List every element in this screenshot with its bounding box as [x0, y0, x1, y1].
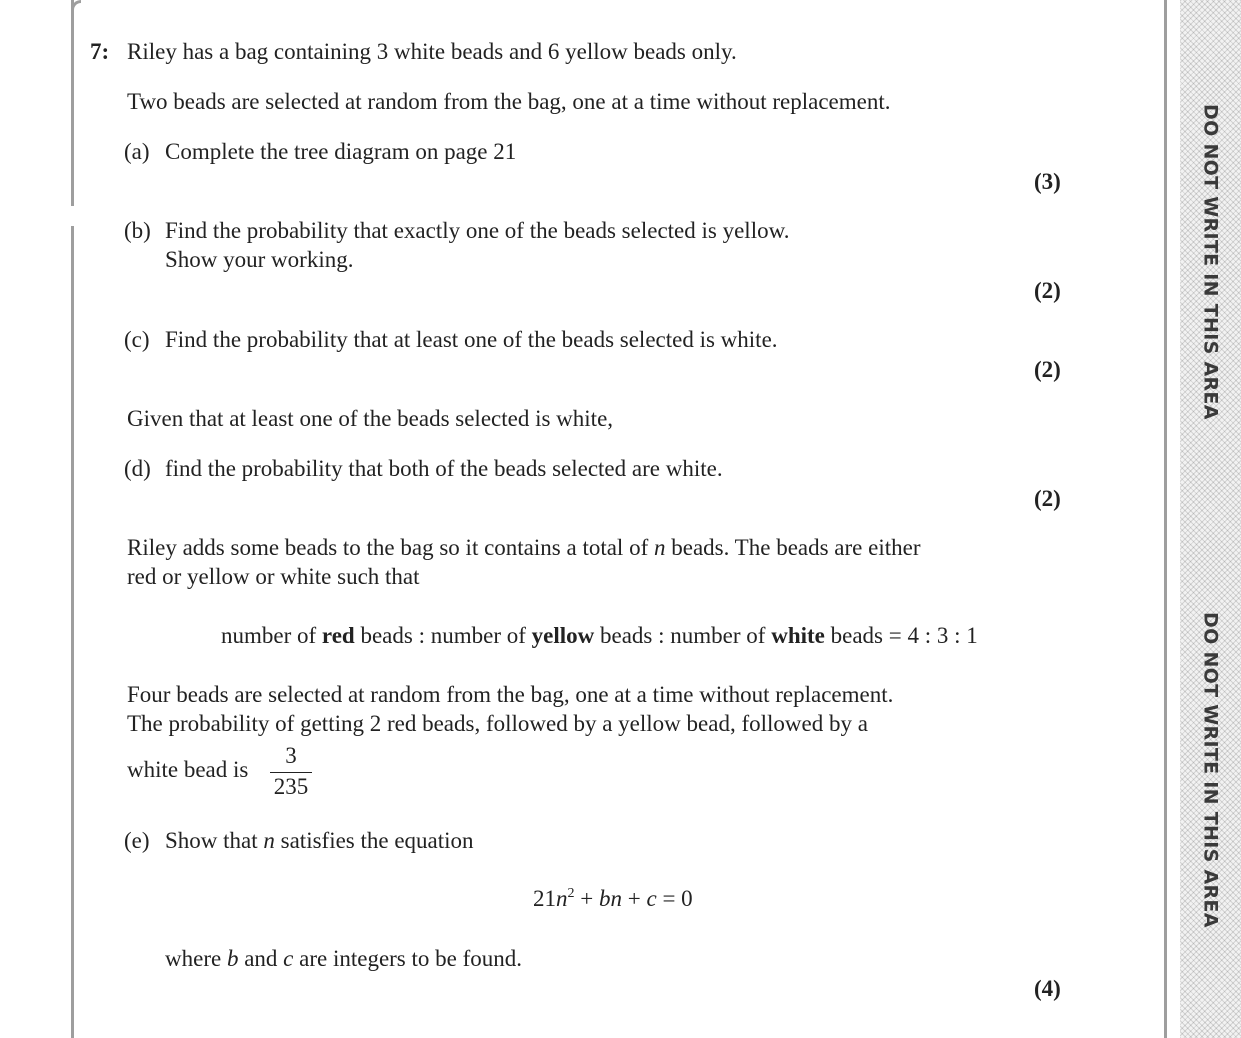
second-draw-line-1: Four beads are selected at random from the bag, one at a time without replacement. [127, 682, 894, 707]
closing-statement: where b and c are integers to be found. [165, 946, 523, 971]
part-b-marks: (2) [1034, 278, 1061, 303]
part-b-text-line2: Show your working. [165, 247, 354, 272]
part-a-text: Complete the tree diagram on page 21 [165, 139, 517, 164]
addition-line-1: Riley adds some beads to the bag so it contains a total of n beads. The beads are either [127, 535, 921, 560]
second-draw-line-2: The probability of getting 2 red beads, followed by a yellow bead, followed by a [127, 711, 868, 736]
margin-label-top: DO NOT WRITE IN THIS AREA [1199, 104, 1222, 420]
probability-fraction [268, 742, 314, 801]
part-c-label: (c) [124, 327, 150, 352]
part-a-label: (a) [124, 139, 150, 164]
ratio-statement: number of red beads : number of yellow beads : number of white beads = 4 : 3 : 1 [221, 623, 978, 648]
part-a-marks: (3) [1034, 169, 1061, 194]
page-frame-left-top [71, 0, 74, 206]
part-b-text: Find the probability that exactly one of the beads selected is yellow. [165, 218, 790, 243]
part-d-label: (d) [124, 456, 151, 481]
part-e-label: (e) [124, 828, 150, 853]
second-draw-line-3: white bead is [127, 757, 249, 782]
part-d-marks: (2) [1034, 486, 1061, 511]
part-e-text: Show that n satisfies the equation [165, 828, 474, 853]
page-frame-left-bottom [71, 226, 74, 1038]
part-c-marks: (2) [1034, 357, 1061, 382]
question-intro: Riley has a bag containing 3 white beads and 6 yellow beads only. [127, 39, 737, 64]
part-e-marks: (4) [1034, 976, 1061, 1001]
question-number: 7: [90, 39, 110, 64]
part-c-text: Find the probability that at least one of the beads selected is white. [165, 327, 778, 352]
margin-label-bottom: DO NOT WRITE IN THIS AREA [1199, 612, 1222, 928]
given-statement: Given that at least one of the beads selected is white, [127, 406, 614, 431]
quadratic-equation: $21n^2$ + bn + c = 0 [533, 886, 693, 911]
part-b-label: (b) [124, 218, 151, 243]
page-frame-right [1164, 0, 1167, 1038]
addition-line-2: red or yellow or white such that [127, 564, 420, 589]
fraction-denominator: 235 [273, 774, 309, 799]
fraction-numerator: 3 [285, 743, 297, 768]
do-not-write-margin [1180, 0, 1241, 1038]
part-d-text: find the probability that both of the beads selected are white. [165, 456, 723, 481]
selection-statement: Two beads are selected at random from the bag, one at a time without replacement. [127, 89, 891, 114]
